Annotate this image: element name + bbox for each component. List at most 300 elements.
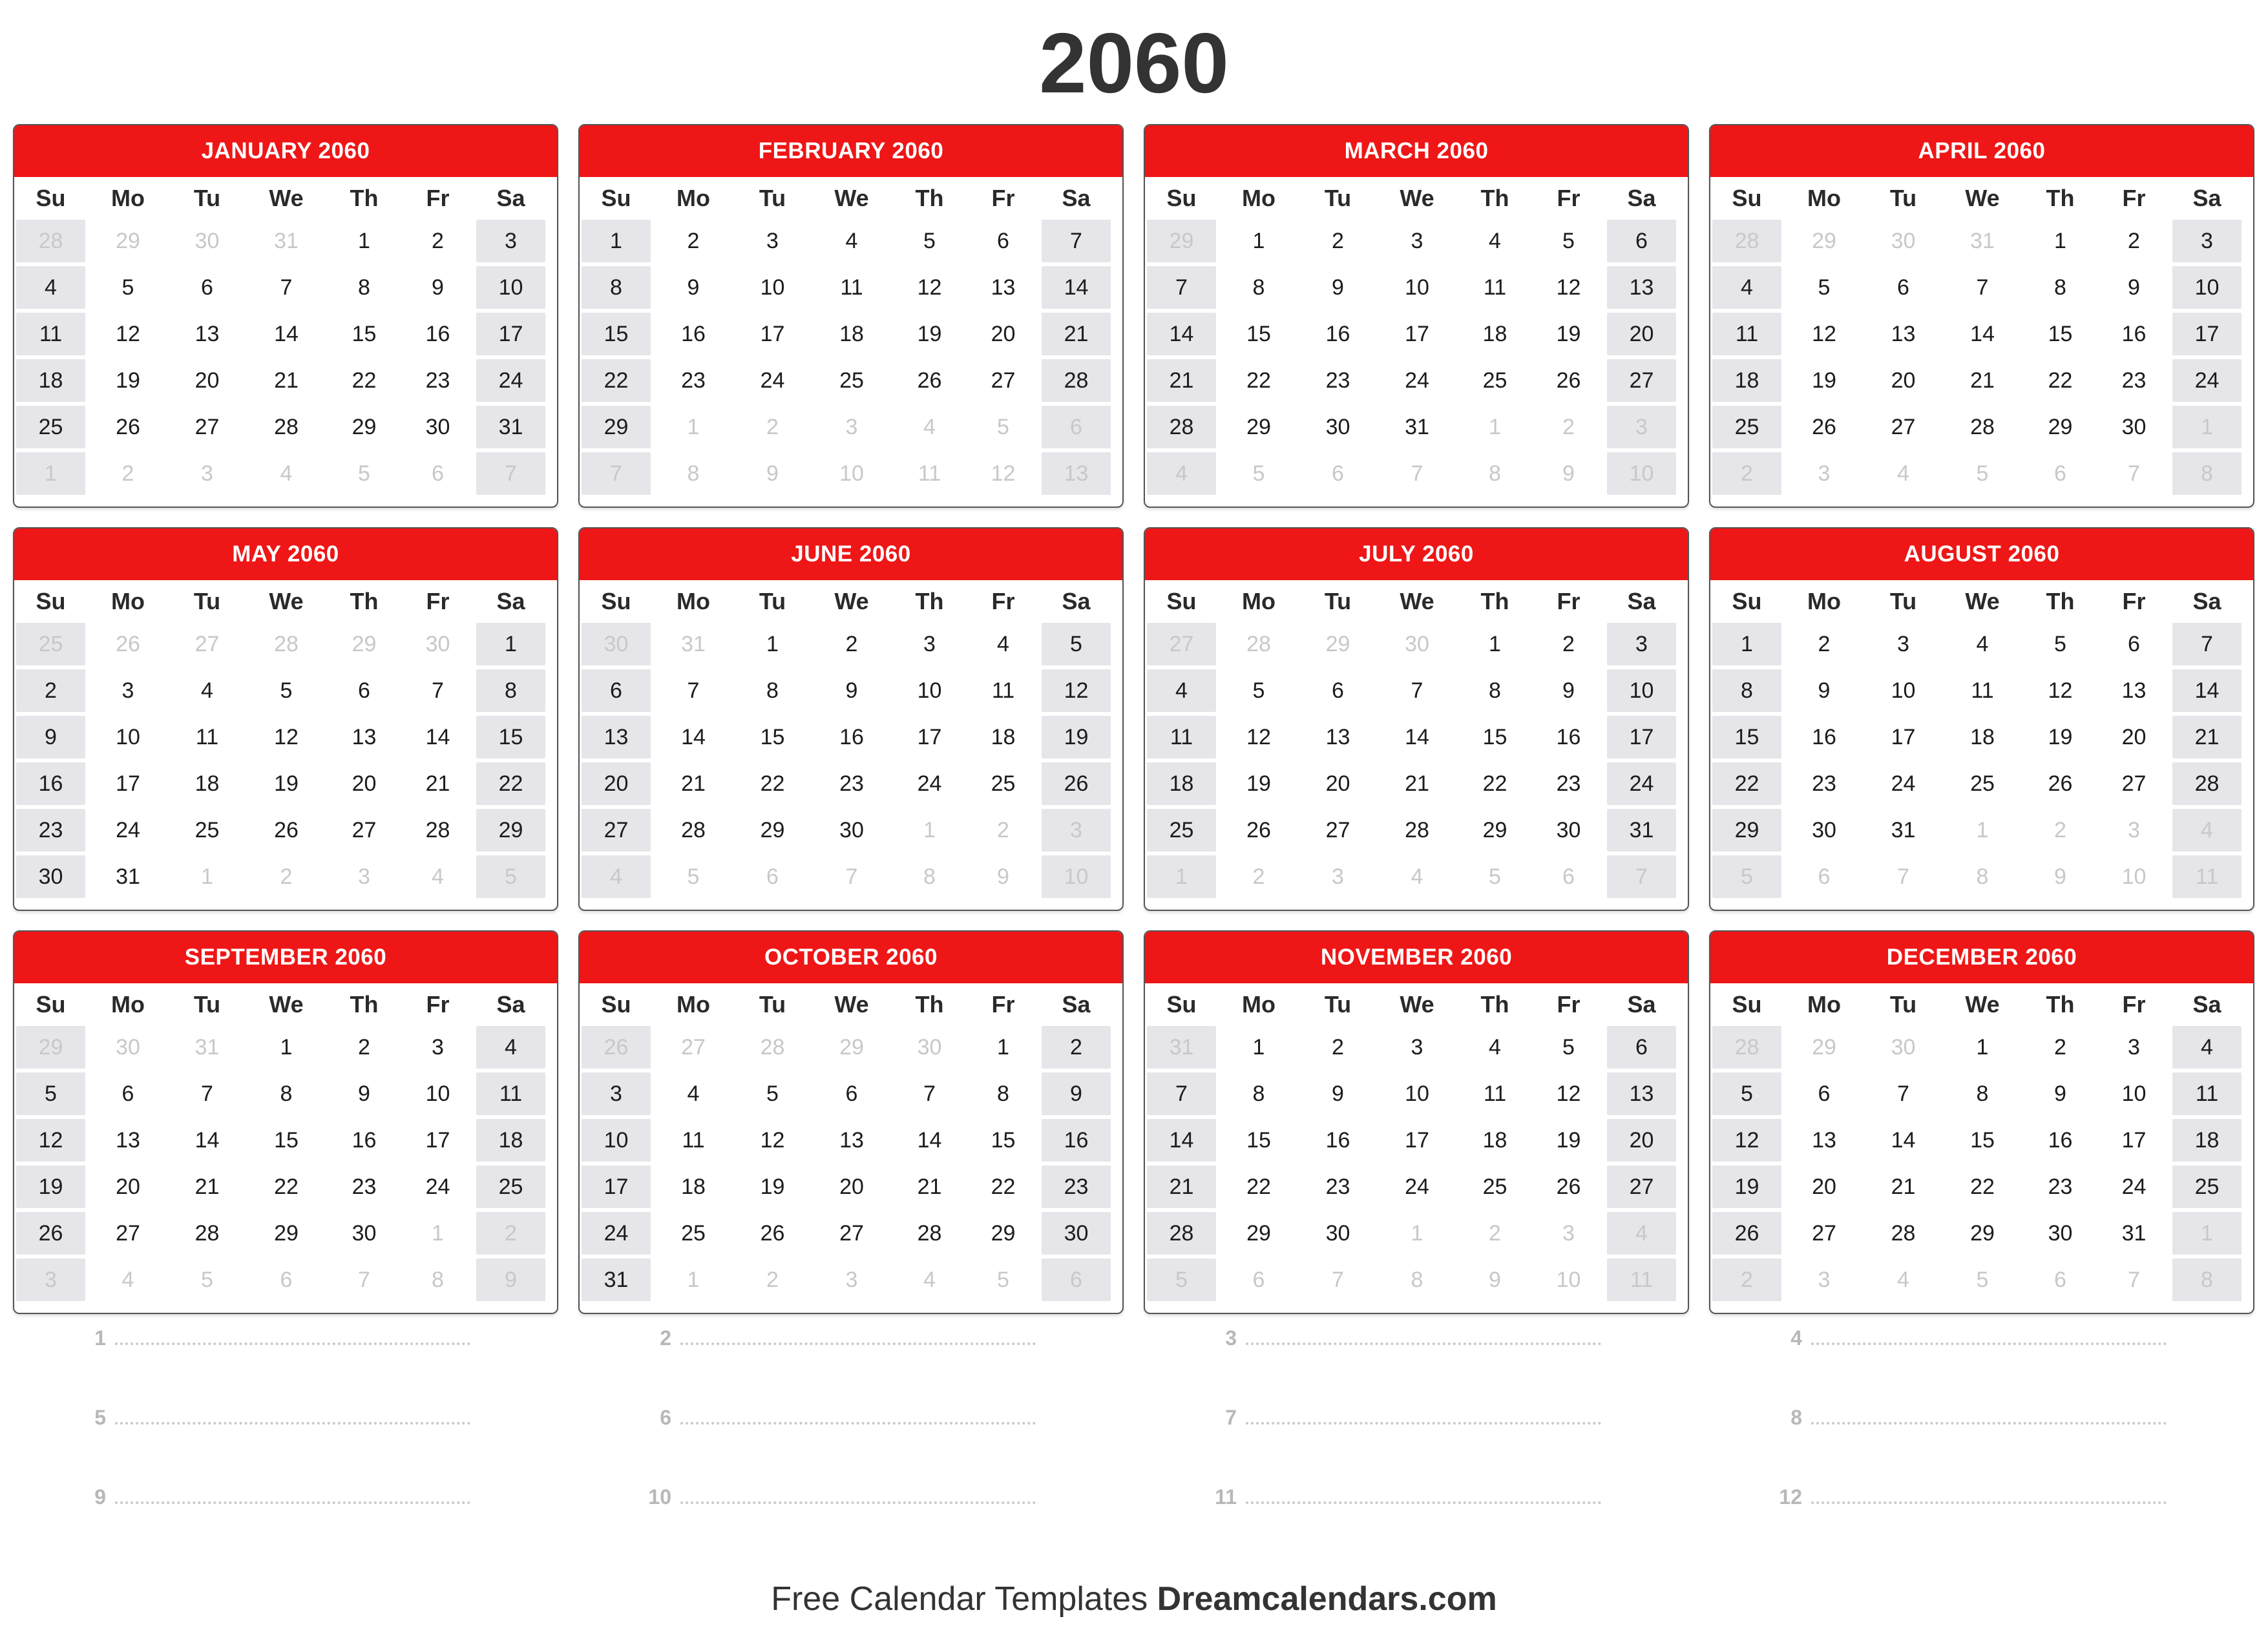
day-cell: 10	[476, 266, 545, 309]
day-cell: 5	[16, 1072, 85, 1115]
week-row	[580, 1119, 1122, 1162]
day-cell: 7	[247, 266, 325, 309]
dotted-writing-line	[1811, 1501, 2167, 1504]
day-cell: 13	[1042, 452, 1111, 495]
day-cell: 29	[1712, 809, 1781, 852]
day-cell: 20	[2099, 716, 2168, 758]
day-cell: 9	[403, 266, 472, 309]
day-cell: 10	[813, 452, 890, 495]
day-cell: 10	[1042, 855, 1111, 898]
day-cell: 5	[1534, 220, 1603, 262]
day-cell: 10	[403, 1072, 472, 1115]
day-cell: 27	[1301, 809, 1374, 852]
day-cell: 11	[1607, 1259, 1676, 1301]
day-cell: 27	[655, 1026, 732, 1069]
day-cell: 8	[403, 1259, 472, 1301]
day-cell: 2	[736, 1259, 809, 1301]
day-cell: 23	[1301, 1165, 1374, 1208]
weekday-label: Th	[1480, 185, 1509, 211]
week-row	[14, 669, 557, 712]
day-cell: 7	[476, 452, 545, 495]
weekday-label: Tu	[1889, 991, 1917, 1018]
day-cell: 4	[894, 1259, 965, 1301]
day-cell: 24	[1378, 1165, 1456, 1208]
day-cell: 29	[1220, 1212, 1297, 1255]
weekday-label: We	[269, 185, 304, 211]
day-cell: 31	[2099, 1212, 2168, 1255]
months-grid	[13, 124, 2255, 1315]
day-cell: 15	[247, 1119, 325, 1162]
day-cell: 1	[2172, 406, 2242, 448]
day-cell: 3	[89, 669, 167, 712]
day-cell: 22	[329, 359, 399, 402]
day-cell: 21	[1944, 359, 2021, 402]
day-cell: 2	[1220, 855, 1297, 898]
day-cell: 7	[1147, 1072, 1216, 1115]
day-cell: 26	[1785, 406, 1863, 448]
day-cell: 26	[894, 359, 965, 402]
day-cell: 16	[1042, 1119, 1111, 1162]
month-card	[1709, 527, 2254, 911]
day-cell: 1	[1147, 855, 1216, 898]
day-cell: 28	[1378, 809, 1456, 852]
day-cell: 17	[894, 716, 965, 758]
weekday-header-row	[1145, 983, 1688, 1026]
week-row	[580, 359, 1122, 402]
day-cell: 28	[894, 1212, 965, 1255]
weekday-label: We	[1965, 185, 2000, 211]
day-cell: 1	[16, 452, 85, 495]
day-cell: 31	[476, 406, 545, 448]
day-cell: 22	[969, 1165, 1038, 1208]
day-cell: 19	[16, 1165, 85, 1208]
day-cell: 5	[969, 1259, 1038, 1301]
day-cell: 5	[476, 855, 545, 898]
week-row	[580, 1072, 1122, 1115]
day-cell: 28	[1147, 406, 1216, 448]
day-cell: 25	[16, 623, 85, 665]
day-cell: 2	[403, 220, 472, 262]
day-cell: 7	[894, 1072, 965, 1115]
week-row	[1145, 1026, 1688, 1069]
day-cell: 28	[655, 809, 732, 852]
day-cell: 7	[1944, 266, 2021, 309]
week-row	[1710, 266, 2253, 309]
week-row	[580, 313, 1122, 355]
day-cell: 4	[655, 1072, 732, 1115]
day-cell: 1	[1944, 809, 2021, 852]
day-cell: 3	[403, 1026, 472, 1069]
note-number: 3	[1225, 1326, 1237, 1350]
day-cell: 4	[476, 1026, 545, 1069]
day-cell: 11	[894, 452, 965, 495]
day-cell: 8	[894, 855, 965, 898]
day-cell: 13	[1301, 716, 1374, 758]
day-cell: 3	[1607, 623, 1676, 665]
day-cell: 1	[2172, 1212, 2242, 1255]
weekday-label: Su	[1732, 991, 1762, 1018]
day-cell: 21	[171, 1165, 244, 1208]
week-row	[1710, 716, 2253, 758]
day-cell: 22	[476, 762, 545, 805]
day-cell: 20	[1607, 313, 1676, 355]
day-cell: 17	[736, 313, 809, 355]
day-cell: 1	[655, 406, 732, 448]
note-number: 1	[94, 1326, 106, 1350]
week-row	[1710, 1119, 2253, 1162]
day-cell: 19	[1534, 313, 1603, 355]
day-cell: 4	[1867, 1259, 1940, 1301]
weekday-label: Su	[1166, 991, 1197, 1018]
day-cell: 17	[1378, 1119, 1456, 1162]
day-cell: 2	[2099, 220, 2168, 262]
day-cell: 5	[1042, 623, 1111, 665]
day-cell: 11	[813, 266, 890, 309]
day-cell: 8	[582, 266, 651, 309]
note-number: 12	[1779, 1485, 1802, 1509]
day-cell: 14	[894, 1119, 965, 1162]
month-card	[1144, 124, 1689, 508]
day-cell: 1	[736, 623, 809, 665]
day-cell: 11	[1147, 716, 1216, 758]
note-number: 6	[660, 1406, 671, 1429]
footer-site-link[interactable]: Dreamcalendars.com	[1157, 1580, 1497, 1618]
day-cell: 5	[1944, 1259, 2021, 1301]
day-cell: 26	[582, 1026, 651, 1069]
weekday-label: Su	[1166, 185, 1197, 211]
weekday-label: Sa	[2192, 588, 2221, 614]
day-cell: 22	[1220, 359, 1297, 402]
week-row	[1145, 1072, 1688, 1115]
day-cell: 1	[1378, 1212, 1456, 1255]
weekday-label: Mo	[677, 588, 710, 614]
day-cell: 28	[1042, 359, 1111, 402]
day-cell: 11	[16, 313, 85, 355]
day-cell: 25	[813, 359, 890, 402]
day-cell: 11	[476, 1072, 545, 1115]
day-cell: 28	[247, 406, 325, 448]
weekday-label: Fr	[991, 185, 1015, 211]
day-cell: 19	[89, 359, 167, 402]
day-cell: 24	[1378, 359, 1456, 402]
day-cell: 17	[89, 762, 167, 805]
day-cell: 31	[1607, 809, 1676, 852]
weekday-label: We	[269, 991, 304, 1018]
weekday-label: Th	[350, 991, 379, 1018]
week-row	[1145, 716, 1688, 758]
day-cell: 14	[1147, 1119, 1216, 1162]
note-number: 9	[94, 1485, 106, 1509]
weekday-header-row	[580, 983, 1122, 1026]
day-cell: 18	[1460, 313, 1530, 355]
day-cell: 29	[329, 623, 399, 665]
day-cell: 25	[1944, 762, 2021, 805]
day-cell: 23	[2025, 1165, 2095, 1208]
weekday-label: Su	[601, 185, 631, 211]
day-cell: 14	[1944, 313, 2021, 355]
day-cell: 8	[1712, 669, 1781, 712]
day-cell: 28	[1220, 623, 1297, 665]
day-cell: 10	[89, 716, 167, 758]
day-cell: 30	[1867, 1026, 1940, 1069]
day-cell: 24	[582, 1212, 651, 1255]
day-cell: 6	[329, 669, 399, 712]
note-line-item	[1774, 1483, 2167, 1509]
week-row	[1145, 1212, 1688, 1255]
day-cell: 15	[969, 1119, 1038, 1162]
day-cell: 9	[476, 1259, 545, 1301]
day-cell: 24	[476, 359, 545, 402]
weekday-label: Tu	[759, 588, 786, 614]
day-cell: 29	[969, 1212, 1038, 1255]
day-cell: 16	[1534, 716, 1603, 758]
weekday-label: Tu	[193, 991, 221, 1018]
day-cell: 22	[582, 359, 651, 402]
day-cell: 5	[1147, 1259, 1216, 1301]
day-cell: 15	[2025, 313, 2095, 355]
day-cell: 22	[736, 762, 809, 805]
day-cell: 6	[1867, 266, 1940, 309]
day-cell: 26	[1534, 359, 1603, 402]
weekday-label: Tu	[759, 185, 786, 211]
day-cell: 30	[1042, 1212, 1111, 1255]
weekday-label: We	[1400, 185, 1434, 211]
day-cell: 31	[1378, 406, 1456, 448]
week-row	[1710, 406, 2253, 448]
day-cell: 12	[736, 1119, 809, 1162]
day-cell: 9	[1534, 669, 1603, 712]
day-cell: 15	[1220, 1119, 1297, 1162]
day-cell: 8	[1944, 855, 2021, 898]
day-cell: 18	[476, 1119, 545, 1162]
day-cell: 25	[655, 1212, 732, 1255]
day-cell: 29	[16, 1026, 85, 1069]
day-cell: 18	[1944, 716, 2021, 758]
day-cell: 6	[1220, 1259, 1297, 1301]
day-cell: 3	[736, 220, 809, 262]
weekday-header-row	[1710, 580, 2253, 623]
month-card	[13, 930, 558, 1314]
week-row	[14, 623, 557, 665]
day-cell: 24	[2099, 1165, 2168, 1208]
day-cell: 6	[403, 452, 472, 495]
day-cell: 24	[403, 1165, 472, 1208]
week-row	[14, 359, 557, 402]
weekday-header-row	[1145, 580, 1688, 623]
day-cell: 3	[582, 1072, 651, 1115]
week-row	[580, 855, 1122, 898]
week-row	[1710, 1072, 2253, 1115]
day-cell: 27	[582, 809, 651, 852]
day-cell: 2	[813, 623, 890, 665]
weekday-label: Sa	[2192, 185, 2221, 211]
month-title: JUNE 2060	[580, 528, 1122, 580]
day-cell: 21	[2172, 716, 2242, 758]
day-cell: 6	[1785, 1072, 1863, 1115]
note-number: 11	[1215, 1485, 1237, 1509]
day-cell: 28	[1944, 406, 2021, 448]
day-cell: 17	[1378, 313, 1456, 355]
day-cell: 3	[1785, 1259, 1863, 1301]
week-row	[1710, 313, 2253, 355]
day-cell: 27	[171, 623, 244, 665]
day-cell: 6	[1607, 220, 1676, 262]
month-title: NOVEMBER 2060	[1145, 932, 1688, 983]
day-cell: 6	[1301, 452, 1374, 495]
weekday-label: Mo	[1807, 185, 1841, 211]
day-cell: 30	[2025, 1212, 2095, 1255]
day-cell: 27	[171, 406, 244, 448]
day-cell: 14	[247, 313, 325, 355]
day-cell: 21	[247, 359, 325, 402]
day-cell: 29	[1147, 220, 1216, 262]
day-cell: 4	[1712, 266, 1781, 309]
day-cell: 7	[1607, 855, 1676, 898]
day-cell: 5	[247, 669, 325, 712]
day-cell: 16	[813, 716, 890, 758]
day-cell: 3	[1534, 1212, 1603, 1255]
day-cell: 19	[2025, 716, 2095, 758]
day-cell: 25	[969, 762, 1038, 805]
day-cell: 30	[2099, 406, 2168, 448]
day-cell: 1	[403, 1212, 472, 1255]
day-cell: 10	[2172, 266, 2242, 309]
day-cell: 31	[655, 623, 732, 665]
weekday-label: Fr	[1557, 588, 1580, 614]
day-cell: 13	[1867, 313, 1940, 355]
day-cell: 15	[1460, 716, 1530, 758]
day-cell: 27	[813, 1212, 890, 1255]
day-cell: 9	[1785, 669, 1863, 712]
day-cell: 29	[813, 1026, 890, 1069]
day-cell: 28	[1147, 1212, 1216, 1255]
day-cell: 6	[89, 1072, 167, 1115]
day-cell: 21	[894, 1165, 965, 1208]
day-cell: 11	[1944, 669, 2021, 712]
day-cell: 4	[2172, 809, 2242, 852]
day-cell: 13	[582, 716, 651, 758]
week-row	[1710, 669, 2253, 712]
day-cell: 16	[1301, 313, 1374, 355]
day-cell: 28	[1867, 1212, 1940, 1255]
day-cell: 20	[1607, 1119, 1676, 1162]
weekday-header-row	[1710, 177, 2253, 220]
day-cell: 26	[736, 1212, 809, 1255]
dotted-writing-line	[115, 1342, 470, 1345]
weekday-header-row	[14, 580, 557, 623]
week-row	[580, 1212, 1122, 1255]
day-cell: 2	[736, 406, 809, 448]
day-cell: 13	[329, 716, 399, 758]
day-cell: 7	[582, 452, 651, 495]
day-cell: 21	[1867, 1165, 1940, 1208]
day-cell: 27	[1867, 406, 1940, 448]
day-cell: 30	[1301, 1212, 1374, 1255]
weekday-header-row	[1145, 177, 1688, 220]
day-cell: 25	[1712, 406, 1781, 448]
day-cell: 6	[1042, 406, 1111, 448]
day-cell: 17	[2172, 313, 2242, 355]
day-cell: 20	[813, 1165, 890, 1208]
day-cell: 12	[16, 1119, 85, 1162]
year-title: 2060	[1039, 16, 1229, 110]
day-cell: 31	[171, 1026, 244, 1069]
week-row	[14, 313, 557, 355]
weekday-label: Th	[1480, 588, 1509, 614]
day-cell: 7	[1147, 266, 1216, 309]
weekday-label: Th	[915, 588, 944, 614]
day-cell: 30	[813, 809, 890, 852]
day-cell: 4	[1867, 452, 1940, 495]
day-cell: 30	[1785, 809, 1863, 852]
day-cell: 10	[1534, 1259, 1603, 1301]
day-cell: 23	[1785, 762, 1863, 805]
day-cell: 30	[403, 623, 472, 665]
day-cell: 6	[1607, 1026, 1676, 1069]
weekday-label: Fr	[2122, 991, 2146, 1018]
week-row	[14, 809, 557, 852]
weekday-header-row	[580, 177, 1122, 220]
day-cell: 12	[894, 266, 965, 309]
day-cell: 22	[1712, 762, 1781, 805]
day-cell: 19	[1042, 716, 1111, 758]
week-row	[1145, 1259, 1688, 1301]
day-cell: 12	[1534, 266, 1603, 309]
note-line-item	[1208, 1324, 1601, 1350]
day-cell: 12	[1042, 669, 1111, 712]
day-cell: 23	[813, 762, 890, 805]
weekday-label: Tu	[1889, 588, 1917, 614]
week-row	[1710, 809, 2253, 852]
note-number: 7	[1225, 1406, 1237, 1429]
weekday-label: Sa	[2192, 991, 2221, 1018]
day-cell: 10	[1378, 1072, 1456, 1115]
week-row	[1710, 855, 2253, 898]
day-cell: 6	[813, 1072, 890, 1115]
day-cell: 16	[403, 313, 472, 355]
note-line-item	[1208, 1483, 1601, 1509]
day-cell: 26	[1042, 762, 1111, 805]
weekday-label: Sa	[496, 185, 525, 211]
weekday-label: Fr	[2122, 588, 2146, 614]
day-cell: 3	[1301, 855, 1374, 898]
day-cell: 7	[1042, 220, 1111, 262]
week-row	[1710, 623, 2253, 665]
weekday-header-row	[580, 580, 1122, 623]
week-row	[1145, 359, 1688, 402]
day-cell: 10	[582, 1119, 651, 1162]
month-card	[1144, 527, 1689, 911]
day-cell: 29	[1460, 809, 1530, 852]
day-cell: 5	[2025, 623, 2095, 665]
day-cell: 26	[1220, 809, 1297, 852]
weekday-label: Sa	[1062, 588, 1091, 614]
dotted-writing-line	[1811, 1421, 2167, 1425]
week-row	[1145, 266, 1688, 309]
day-cell: 15	[1712, 716, 1781, 758]
day-cell: 20	[89, 1165, 167, 1208]
day-cell: 21	[1147, 359, 1216, 402]
week-row	[1710, 1165, 2253, 1208]
month-title: DECEMBER 2060	[1710, 932, 2253, 983]
week-row	[580, 452, 1122, 495]
day-cell: 1	[476, 623, 545, 665]
day-cell: 4	[89, 1259, 167, 1301]
day-cell: 19	[1785, 359, 1863, 402]
weekday-label: We	[834, 991, 869, 1018]
day-cell: 22	[2025, 359, 2095, 402]
week-row	[1145, 855, 1688, 898]
